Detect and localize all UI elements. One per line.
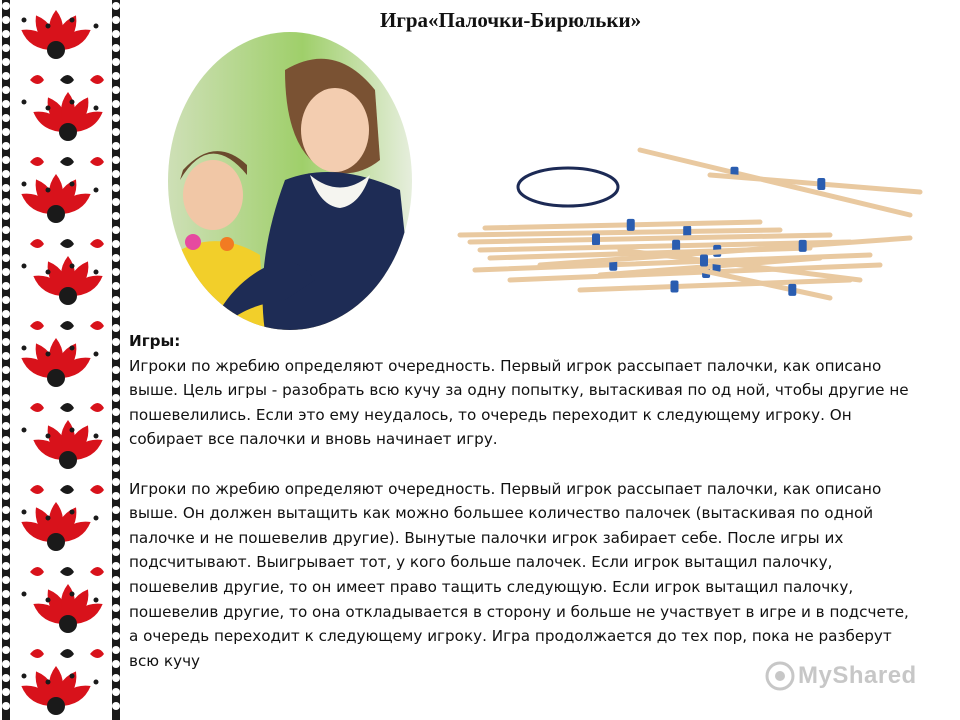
watermark-logo-icon — [764, 660, 796, 692]
watermark-text: MyShared — [798, 662, 917, 689]
rules-paragraph-1: Игроки по жребию определяют очередность. Первый игрок рассыпает палочки, как описано выше. Цель игры - разобрать всю кучу за одну попытку, вытаскивая по од ной, чтобы другие не пошевелились. Если это ему неудалось, то очередь переходит к следующему игроку. Он собирает все палочки и вновь начинает игру. — [129, 356, 909, 449]
stick-band — [627, 219, 635, 231]
game-photo — [165, 30, 415, 332]
stick-band — [592, 234, 600, 246]
stick-band — [788, 284, 796, 296]
stick — [710, 175, 920, 192]
section-heading: Игры: — [129, 332, 181, 350]
stick — [460, 230, 780, 235]
sticks-illustration — [450, 130, 945, 320]
slide-title: Игра«Палочки-Бирюльки» — [380, 8, 642, 32]
body-text — [129, 329, 909, 673]
stick — [580, 280, 850, 290]
stick-band — [799, 240, 807, 252]
stick-group — [460, 150, 920, 298]
rubber-ring — [518, 168, 618, 206]
floral-ornament-border — [0, 0, 124, 720]
stick-band — [700, 255, 708, 267]
rules-paragraph-2: Игроки по жребию определяют очередность. Первый игрок рассыпает палочки, как описано выше. Он должен вытащить как можно большее количество палочек (вытаскивая по одной палочке и не пошевелив другие). Вынутые палочки игрок забирает себе. После игры их подсчитывают. Выигрывает тот, у кого больше палочек. Если игрок вытащил палочку, пошевелив другие, то он имеет право тащить следующую. Если игрок вытащил палочку, пошевелив другие, то она откладывается в сторону и больше не участвует в игре и в подсчете, а очередь переходит к следующему игроку. Игра продолжается до тех пор, пока не разберут всю кучу — [129, 479, 909, 670]
watermark — [764, 660, 934, 694]
stick — [485, 222, 760, 228]
stick-band — [817, 178, 825, 190]
stick-band — [671, 281, 679, 293]
paragraph-gap — [129, 452, 909, 477]
